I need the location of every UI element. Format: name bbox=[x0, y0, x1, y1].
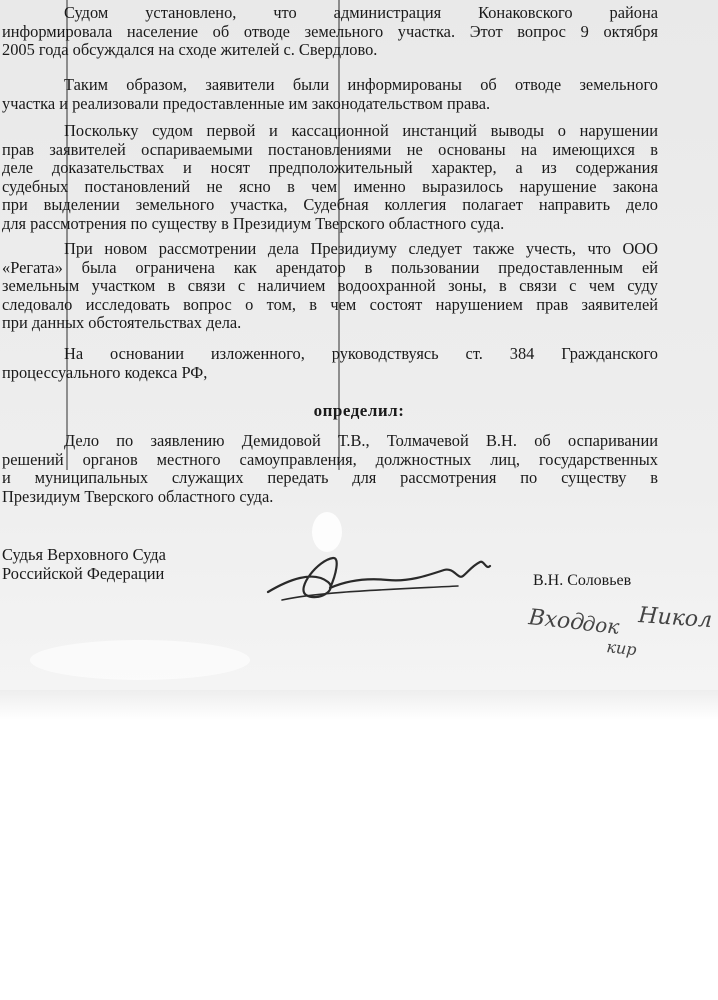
text-line: для рассмотрения по существу в Президиум Тверского областного суда. bbox=[2, 213, 505, 233]
handwritten-note bbox=[522, 586, 718, 666]
text-line: участка и реализовали предоставленные им законодательством права. bbox=[2, 93, 491, 113]
text-line: «Регата» была ограничена как арендатор в пользовании предоставленным ей bbox=[2, 257, 658, 277]
handwritten-word: док bbox=[581, 611, 621, 639]
signer-name: В.Н. Соловьев bbox=[533, 572, 632, 589]
scan-blot bbox=[312, 512, 342, 552]
paragraph-5 bbox=[2, 345, 658, 382]
paragraph-1 bbox=[2, 4, 658, 60]
text-line: и муниципальных служащих передать для рассмотрения по существу в bbox=[2, 468, 658, 488]
handwritten-word: Вход bbox=[527, 605, 586, 636]
paragraph-6 bbox=[2, 432, 658, 506]
text-line: деле доказательствах и носят предположительный характер, а из содержания bbox=[2, 158, 658, 178]
judge-title-line: Судья Верховного Суда bbox=[2, 545, 166, 564]
text-line: При новом рассмотрении дела Президиуму следует также учесть, что ООО bbox=[64, 239, 658, 258]
judge-title-line: Российской Федерации bbox=[2, 563, 165, 583]
signature bbox=[258, 540, 508, 610]
text-line: Президиум Тверского областного суда. bbox=[2, 486, 274, 506]
handwritten-word: кир bbox=[605, 637, 638, 660]
judge-title bbox=[2, 546, 166, 583]
text-line: при данных обстоятельствах дела. bbox=[2, 313, 242, 333]
text-line: процессуального кодекса РФ, bbox=[2, 362, 208, 382]
text-line: земельным участком в связи с наличием водоохранной зоны, в связи с чем суду bbox=[2, 276, 658, 296]
text-line: решений органов местного самоуправления, должностных лиц, государственных bbox=[2, 449, 658, 469]
text-line: Дело по заявлению Демидовой Т.В., Толмачевой В.Н. об оспаривании bbox=[64, 431, 658, 450]
scan-blot bbox=[30, 640, 250, 680]
paragraph-2 bbox=[2, 76, 658, 113]
paragraph-4 bbox=[2, 240, 658, 333]
text-line: при выделении земельного участка, Судебная коллегия полагает направить дело bbox=[2, 195, 658, 215]
text-line: Поскольку судом первой и кассационной инстанций выводы о нарушении bbox=[64, 121, 658, 140]
paragraph-3 bbox=[2, 122, 658, 234]
text-line: На основании изложенного, руководствуясь ст. 384 Гражданского bbox=[64, 344, 658, 363]
text-line: 2005 года обсуждался на сходе жителей с. Свердлово. bbox=[2, 40, 378, 60]
text-line: Судом установлено, что администрация Конаковского района bbox=[64, 3, 658, 22]
text-line: судебных постановлений не ясно в чем именно выразилось нарушение закона bbox=[2, 176, 658, 196]
handwritten-word: Никол bbox=[637, 603, 713, 634]
text-line: Таким образом, заявители были информированы об отводе земельного bbox=[64, 75, 658, 94]
text-line: следовало исследовать вопрос о том, в чем состоят нарушением прав заявителей bbox=[2, 294, 658, 314]
text-line: информировала население об отводе земельного участка. Этот вопрос 9 октября bbox=[2, 21, 658, 41]
text-line: прав заявителей оспариваемыми постановлениями не основаны на имеющихся в bbox=[2, 139, 658, 159]
ruling-heading: определил: bbox=[313, 401, 405, 420]
